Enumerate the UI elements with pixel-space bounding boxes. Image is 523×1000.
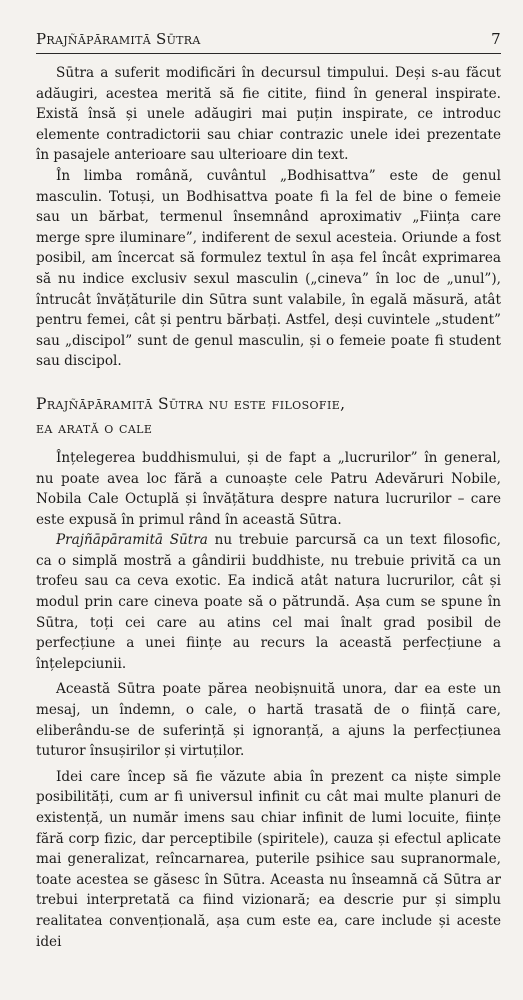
running-title: Prajñāpāramitā Sūtra [36, 30, 201, 48]
section-heading-line-1: Prajñāpāramitā Sūtra nu este filosofie, [36, 394, 346, 413]
paragraph-intro-1: Sūtra a suferit modificări în decursul timpului. Deși s-au făcut adăugiri, acestea merită să fie citite, fiind în general inspirate. Există însă și unele adăugiri mai puțin inspirate, ce introduc elemente contradictorii sau chiar contrazic unele idei prezentate în pasajele anterioare sau ulterioare din text. [36, 65, 501, 164]
running-header [36, 30, 501, 54]
page-number: 7 [491, 30, 501, 48]
paragraph-intro-2: În limba română, cuvântul „Bodhisattva” este de genul masculin. Totuși, un Bodhisattva poate fi la fel de bine o femeie sau un bărbat, termenul însemnând aproximativ „Ființa care merge spre iluminare”, indiferent de sexul acesteia. Oriunde a fost posibil, am încercat să formulez textul în așa fel încât exprimarea să nu indice exclusiv sexul masculin („cineva” în loc de „unul”), întrucât învățăturile din Sūtra sunt valabile, în egală măsură, atât pentru femei, cât și pentru bărbați. Astfel, deși cuvintele „student” sau „discipol” sunt de genul masculin, și o femeie poate fi student sau discipol. [36, 167, 501, 370]
paragraph-section-2-text: nu trebuie parcursă ca un text filosofic, ca o simplă mostră a gândirii buddhiste, nu trebuie privită ca un trofeu sau ca ceva exotic. Ea indică atât natura lucrurilor, cât și modul prin care cineva poate să o pătrundă. Așa cum se spune în Sūtra, toți cei care au atins cel mai înalt grad posibil de perfecțiune a unei ființe au recurs la această perfecțiune a înțelepciunii. [36, 532, 501, 672]
paragraph-section-4: Idei care încep să fie văzute abia în prezent ca niște simple posibilități, cum ar fi universul infinit cu cât mai multe planuri de existență, un număr imens sau chiar infinit de lumi locuite, ființe fără corp fizic, dar perceptibile (spiritele), cauza și efectul aplicate mai generalizat, reîncarnarea, puterile psihice sau supranormale, toate acestea se găsesc în Sūtra. Aceasta nu înseamnă că Sūtra ar trebui interpretată ca fiind vizionară; ea descrie pur și simplu realitatea convențională, așa cum este ea, care include și aceste idei [36, 768, 501, 950]
body-text [36, 63, 501, 952]
sutra-title-italic: Prajñāpāramitā Sūtra [56, 532, 208, 549]
paragraph-section-3: Această Sūtra poate părea neobișnuită unora, dar ea este un mesaj, un îndemn, o cale, o hartă trasată de o ființă care, eliberându-se de suferință și ignoranță, a ajuns la perfecțiunea tuturor însușirilor și virtuților. [36, 681, 501, 760]
section-heading [36, 392, 501, 440]
paragraph-section-2 [36, 530, 501, 674]
paragraph-section-1: Înțelegerea buddhismului, și de fapt a „lucrurilor” în general, nu poate avea loc fără a cunoaște cele Patru Adevăruri Nobile, Nobila Cale Octuplă și învățătura despre natura lucrurilor – care este expusă în primul rând în această Sūtra. [36, 449, 501, 528]
section-heading-line-2: ea arată o cale [36, 418, 153, 437]
